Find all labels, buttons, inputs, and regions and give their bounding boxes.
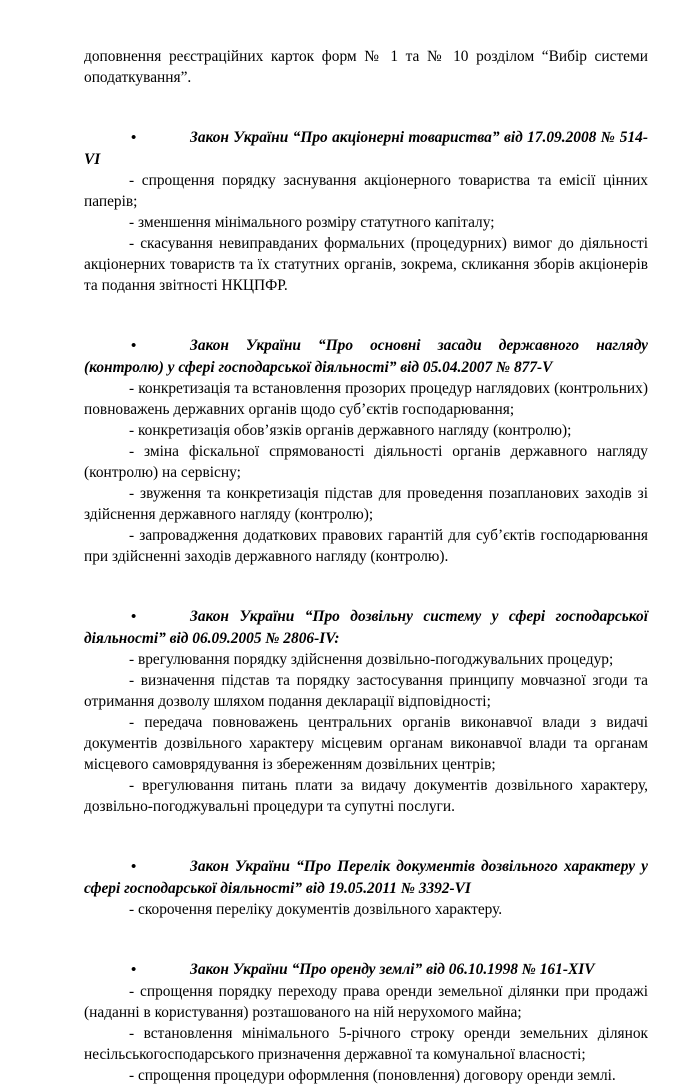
law-heading-joint-stock-companies — [84, 127, 648, 170]
document-body — [84, 46, 648, 1086]
intro-paragraph: доповнення реєстраційних карток форм № 1 та № 10 розділом “Вибір системи оподаткування”. — [84, 48, 648, 86]
bullet-marker — [84, 127, 190, 149]
dash-item: - врегулювання питань плати за видачу документів дозвільного характеру, дозвільно-погоджувальні процедури та супутні послуги. — [84, 777, 648, 815]
dash-item: - зміна фіскальної спрямованості діяльності органів державного нагляду (контролю) на сервісну; — [84, 443, 648, 481]
spacer — [84, 88, 648, 106]
bullet-marker — [84, 856, 190, 878]
law-heading-text: Закон України “Про Перелік документів дозвільного характеру у сфері господарської діяльності” від 19.05.2011 № 3392-VI — [84, 858, 648, 897]
spacer — [84, 817, 648, 835]
dash-item: - врегулювання порядку здійснення дозвільно-погоджувальних процедур; — [129, 651, 614, 668]
spacer — [84, 920, 648, 938]
law-heading-land-lease — [84, 959, 648, 981]
dash-item: - встановлення мінімального 5-річного строку оренди земельних ділянок несільськогосподарського призначення державної та комунальної власності; — [84, 1025, 648, 1063]
dash-item: - конкретизація та встановлення прозорих процедур наглядових (контрольних) повноважень державних органів щодо суб’єктів господарювання; — [84, 380, 648, 418]
bullet-marker — [84, 335, 190, 357]
dash-item: - скасування невиправданих формальних (процедурних) вимог до діяльності акціонерних товариств та їх статутних органів, зокрема, скликання зборів акціонерів та подання звітності НКЦПФР. — [84, 235, 648, 294]
bullet-icon: • — [131, 130, 137, 146]
bullet-icon: • — [131, 859, 137, 875]
law-heading-text: Закон України “Про дозвільну систему у сфері господарської діяльності” від 06.09.2005 № 2806-IV: — [84, 608, 648, 647]
bullet-icon: • — [131, 962, 137, 978]
dash-item: - запровадження додаткових правових гарантій для суб’єктів господарювання при здійсненні заходів державного нагляду (контролю). — [84, 527, 648, 565]
dash-item: - визначення підстав та порядку застосування принципу мовчазної згоди та отримання дозволу шляхом подання декларації відповідності; — [84, 672, 648, 710]
bullet-marker — [84, 959, 190, 981]
law-heading-text: Закон України “Про основні засади державного нагляду (контролю) у сфері господарської діяльності” від 05.04.2007 № 877-V — [84, 337, 648, 376]
law-heading-text: Закон України “Про акціонерні товариства” від 17.09.2008 № 514-VI — [84, 129, 648, 168]
bullet-icon: • — [131, 338, 137, 354]
dash-item: - спрощення процедури оформлення (поновлення) договору оренди землі. — [129, 1067, 616, 1084]
spacer — [84, 296, 648, 314]
law-heading-permit-system — [84, 606, 648, 649]
dash-item: - звуження та конкретизація підстав для проведення позапланових заходів зі здійснення державного нагляду (контролю); — [84, 485, 648, 523]
dash-item: - спрощення порядку переходу права оренди земельної ділянки при продажі (наданні в користування) розташованого на ній нерухомого майна; — [84, 983, 648, 1021]
bullet-marker — [84, 606, 190, 628]
dash-item: - спрощення порядку заснування акціонерного товариства та емісії цінних паперів; — [84, 172, 648, 210]
dash-item: - конкретизація обов’язків органів державного нагляду (контролю); — [129, 422, 572, 439]
law-heading-state-supervision-control — [84, 335, 648, 378]
law-heading-text: Закон України “Про оренду землі” від 06.10.1998 № 161-XIV — [190, 961, 595, 978]
dash-item: - зменшення мінімального розміру статутного капіталу; — [129, 214, 495, 231]
spacer — [84, 567, 648, 585]
dash-item: - передача повноважень центральних органів виконавчої влади з видачі документів дозвільного характеру місцевим органам виконавчої влади та органам місцевого самоврядування із збереженням дозвільних центрів; — [84, 714, 648, 773]
law-heading-permit-documents-list — [84, 856, 648, 899]
bullet-icon: • — [131, 609, 137, 625]
dash-item: - скорочення переліку документів дозвільного характеру. — [129, 901, 503, 918]
